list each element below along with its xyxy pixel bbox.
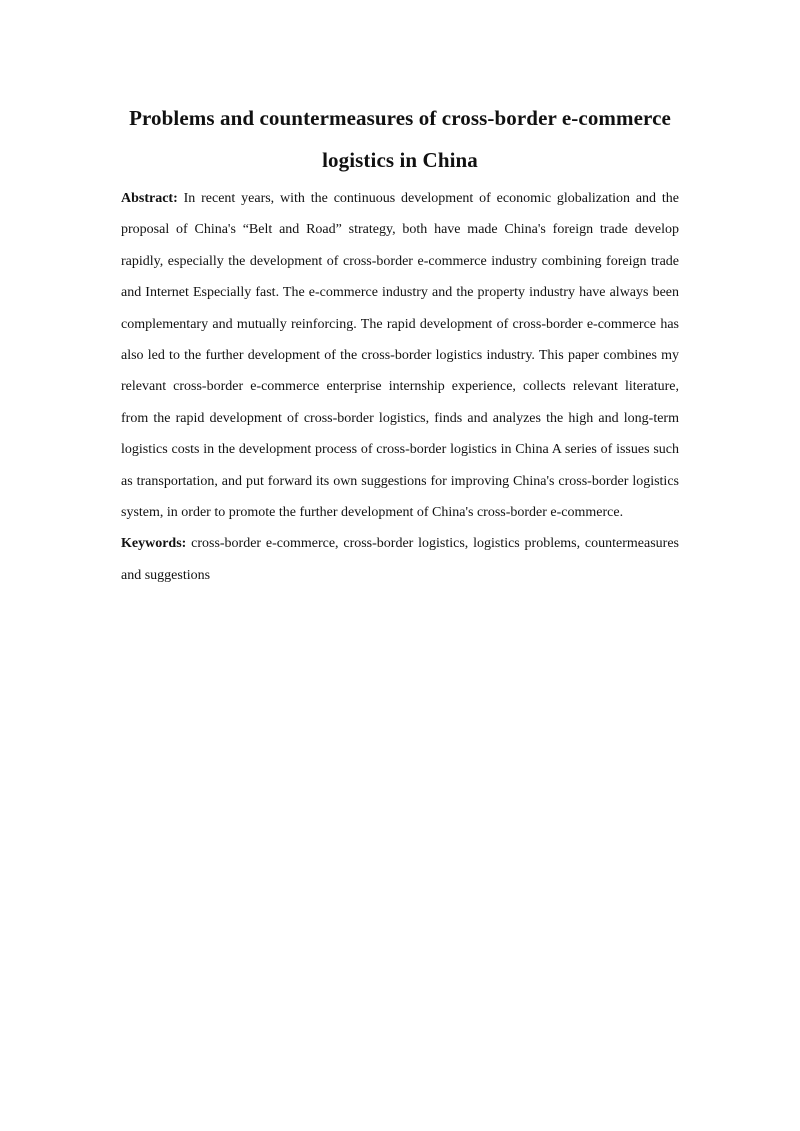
abstract-label: Abstract: xyxy=(121,191,178,206)
abstract-text: In recent years, with the continuous development of economic globalization and the proposal of China's “Belt and Road” strategy, both have made China's foreign trade develop rapidly, especially the development of cross-border e-commerce industry combining foreign trade and Internet Especially fast. The e-commerce industry and the property industry have always been complementary and mutually reinforcing. The rapid development of cross-border e-commerce has also led to the further development of the cross-border logistics industry. This paper combines my relevant cross-border e-commerce enterprise internship experience, collects relevant literature, from the rapid development of cross-border logistics, finds and analyzes the high and long-term logistics costs in the development process of cross-border logistics in China A series of issues such as transportation, and put forward its own suggestions for improving China's cross-border logistics system, in order to promote the further development of China's cross-border e-commerce. xyxy=(121,191,679,521)
abstract-paragraph xyxy=(121,183,679,528)
keywords-label: Keywords: xyxy=(121,536,187,552)
keywords-text: cross-border e-commerce, cross-border logistics, logistics problems, countermeasures and suggestions xyxy=(121,536,679,583)
keywords-paragraph xyxy=(121,528,679,591)
paper-title: Problems and countermeasures of cross-border e-commerce logistics in China xyxy=(129,106,671,172)
paper-page xyxy=(121,97,679,591)
